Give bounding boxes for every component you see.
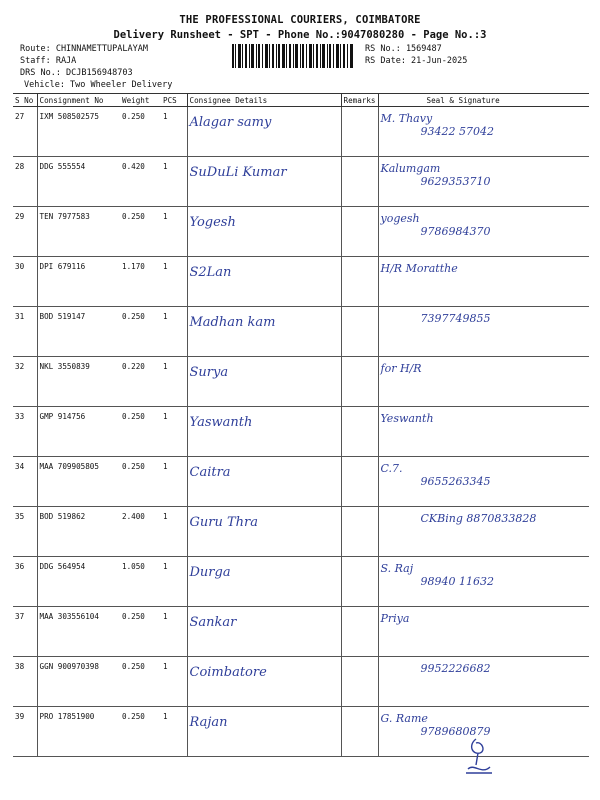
cell-remarks [341, 407, 378, 457]
cell-consignment: DPI 679116 [37, 257, 120, 307]
cell-consignment: NKL 3550839 [37, 357, 120, 407]
table-row [13, 107, 589, 157]
table-row [13, 457, 589, 507]
signature-phone: 9655263345 [420, 475, 491, 488]
cell-signature [378, 357, 589, 407]
signature-phone: 9952226682 [420, 662, 491, 675]
cell-remarks [341, 257, 378, 307]
cell-consignee [187, 657, 341, 707]
cell-sno: 30 [13, 257, 37, 307]
cell-pcs: 1 [161, 207, 187, 257]
table-row [13, 407, 589, 457]
cell-signature [378, 657, 589, 707]
cell-consignment: GGN 900970398 [37, 657, 120, 707]
cell-sno: 36 [13, 557, 37, 607]
cell-sno: 37 [13, 607, 37, 657]
cell-consignee [187, 507, 341, 557]
cell-signature [378, 507, 589, 557]
cell-sno: 34 [13, 457, 37, 507]
cell-remarks [341, 507, 378, 557]
signature-phone: CKBing 8870833828 [420, 512, 537, 525]
cell-signature [378, 307, 589, 357]
consignee-handwriting: Madhan kam [189, 315, 276, 330]
signature-name: Priya [380, 612, 410, 625]
cell-remarks [341, 557, 378, 607]
cell-consignee [187, 607, 341, 657]
cell-consignment: GMP 914756 [37, 407, 120, 457]
cell-sno: 28 [13, 157, 37, 207]
rs-number: RS No.: 1569487 [365, 44, 442, 54]
col-remarks: Remarks [341, 94, 378, 107]
col-consignee: Consignee Details [187, 94, 341, 107]
signature-name: M. Thavy [380, 112, 433, 125]
cell-pcs: 1 [161, 407, 187, 457]
cell-consignment: MAA 303556104 [37, 607, 120, 657]
cell-remarks [341, 357, 378, 407]
cell-remarks [341, 457, 378, 507]
cell-consignment: DDG 555554 [37, 157, 120, 207]
cell-consignment: DDG 564954 [37, 557, 120, 607]
table-row [13, 307, 589, 357]
cell-consignee [187, 557, 341, 607]
consignee-handwriting: Guru Thra [189, 515, 258, 530]
cell-weight: 0.250 [120, 707, 161, 757]
cell-consignment: BOD 519147 [37, 307, 120, 357]
cell-remarks [341, 207, 378, 257]
signature-name: Kalumgam [380, 162, 441, 175]
table-row [13, 607, 589, 657]
staff-signature [458, 735, 498, 777]
cell-signature [378, 107, 589, 157]
cell-sno: 35 [13, 507, 37, 557]
consignee-handwriting: Yaswanth [189, 415, 253, 430]
staff-label: Staff: RAJA [20, 56, 77, 66]
table-header-row [13, 94, 589, 107]
cell-consignment: PRO 17851900 [37, 707, 120, 757]
cell-weight: 0.250 [120, 107, 161, 157]
cell-pcs: 1 [161, 657, 187, 707]
signature-name: for H/R [380, 362, 422, 375]
signature-name: C.7. [380, 462, 403, 475]
col-weight: Weight [120, 94, 161, 107]
signature-phone: 7397749855 [420, 312, 491, 325]
table-row [13, 357, 589, 407]
cell-consignment: BOD 519862 [37, 507, 120, 557]
cell-pcs: 1 [161, 257, 187, 307]
signature-phone: 9789680879 [420, 725, 491, 738]
cell-consignment: MAA 709905805 [37, 457, 120, 507]
cell-consignee [187, 207, 341, 257]
cell-weight: 0.220 [120, 357, 161, 407]
cell-pcs: 1 [161, 507, 187, 557]
cell-pcs: 1 [161, 557, 187, 607]
signature-name: H/R Moratthe [380, 262, 458, 275]
cell-pcs: 1 [161, 607, 187, 657]
cell-consignee [187, 407, 341, 457]
cell-signature [378, 257, 589, 307]
col-pcs: PCS [161, 94, 187, 107]
cell-weight: 1.170 [120, 257, 161, 307]
signature-name: G. Rame [380, 712, 428, 725]
cell-sno: 38 [13, 657, 37, 707]
cell-remarks [341, 707, 378, 757]
cell-consignee [187, 357, 341, 407]
runsheet-table [13, 93, 589, 757]
col-signature: Seal & Signature [378, 94, 589, 107]
cell-remarks [341, 157, 378, 207]
cell-weight: 0.250 [120, 307, 161, 357]
cell-weight: 0.250 [120, 457, 161, 507]
cell-signature [378, 457, 589, 507]
cell-signature [378, 157, 589, 207]
cell-consignee [187, 157, 341, 207]
cell-weight: 0.250 [120, 207, 161, 257]
consignee-handwriting: Caitra [189, 465, 231, 480]
cell-weight: 0.250 [120, 407, 161, 457]
cell-remarks [341, 657, 378, 707]
consignee-handwriting: Sankar [189, 615, 237, 630]
consignee-handwriting: Rajan [189, 715, 228, 730]
route-label: Route: CHINNAMETTUPALAYAM [20, 44, 148, 54]
cell-sno: 27 [13, 107, 37, 157]
rs-date: RS Date: 21-Jun-2025 [365, 56, 468, 66]
signature-phone: 93422 57042 [420, 125, 494, 138]
cell-consignee [187, 107, 341, 157]
signature-name: S. Raj [380, 562, 414, 575]
cell-sno: 32 [13, 357, 37, 407]
consignee-handwriting: Coimbatore [189, 665, 267, 680]
table-row [13, 507, 589, 557]
consignee-handwriting: Alagar samy [189, 115, 272, 130]
cell-sno: 29 [13, 207, 37, 257]
signature-phone: 9629353710 [420, 175, 491, 188]
cell-sno: 39 [13, 707, 37, 757]
barcode-image [232, 44, 354, 68]
table-row [13, 207, 589, 257]
cell-weight: 0.250 [120, 657, 161, 707]
consignee-handwriting: Surya [189, 365, 229, 380]
cell-pcs: 1 [161, 157, 187, 207]
cell-pcs: 1 [161, 107, 187, 157]
col-consignment: Consignment No [37, 94, 120, 107]
consignee-handwriting: Yogesh [189, 215, 236, 230]
cell-remarks [341, 607, 378, 657]
cell-signature [378, 207, 589, 257]
drs-number: DRS No.: DCJB156948703 [20, 68, 133, 78]
cell-weight: 0.250 [120, 607, 161, 657]
cell-pcs: 1 [161, 707, 187, 757]
cell-signature [378, 557, 589, 607]
cell-remarks [341, 107, 378, 157]
cell-consignee [187, 707, 341, 757]
table-row [13, 557, 589, 607]
cell-remarks [341, 307, 378, 357]
signature-name: yogesh [380, 212, 420, 225]
cell-weight: 2.400 [120, 507, 161, 557]
table-row [13, 657, 589, 707]
cell-consignee [187, 457, 341, 507]
col-sno: S No [13, 94, 37, 107]
cell-pcs: 1 [161, 357, 187, 407]
company-title: THE PROFESSIONAL COURIERS, COIMBATORE [179, 14, 421, 26]
cell-signature [378, 607, 589, 657]
consignee-handwriting: Durga [189, 565, 231, 580]
cell-weight: 1.050 [120, 557, 161, 607]
table-row [13, 707, 589, 757]
cell-pcs: 1 [161, 457, 187, 507]
cell-consignee [187, 257, 341, 307]
cell-consignment: TEN 7977583 [37, 207, 120, 257]
cell-consignment: IXM 508502575 [37, 107, 120, 157]
cell-weight: 0.420 [120, 157, 161, 207]
runsheet-subtitle: Delivery Runsheet - SPT - Phone No.:9047080280 - Page No.:3 [113, 29, 487, 41]
cell-pcs: 1 [161, 307, 187, 357]
table-row [13, 157, 589, 207]
cell-sno: 33 [13, 407, 37, 457]
table-row [13, 257, 589, 307]
consignee-handwriting: S2Lan [189, 265, 232, 280]
vehicle-label: Vehicle: Two Wheeler Delivery [24, 80, 173, 90]
consignee-handwriting: SuDuLi Kumar [189, 165, 287, 180]
cell-signature [378, 407, 589, 457]
signature-phone: 98940 11632 [420, 575, 494, 588]
signature-phone: 9786984370 [420, 225, 491, 238]
cell-consignee [187, 307, 341, 357]
signature-name: Yeswanth [380, 412, 434, 425]
cell-sno: 31 [13, 307, 37, 357]
